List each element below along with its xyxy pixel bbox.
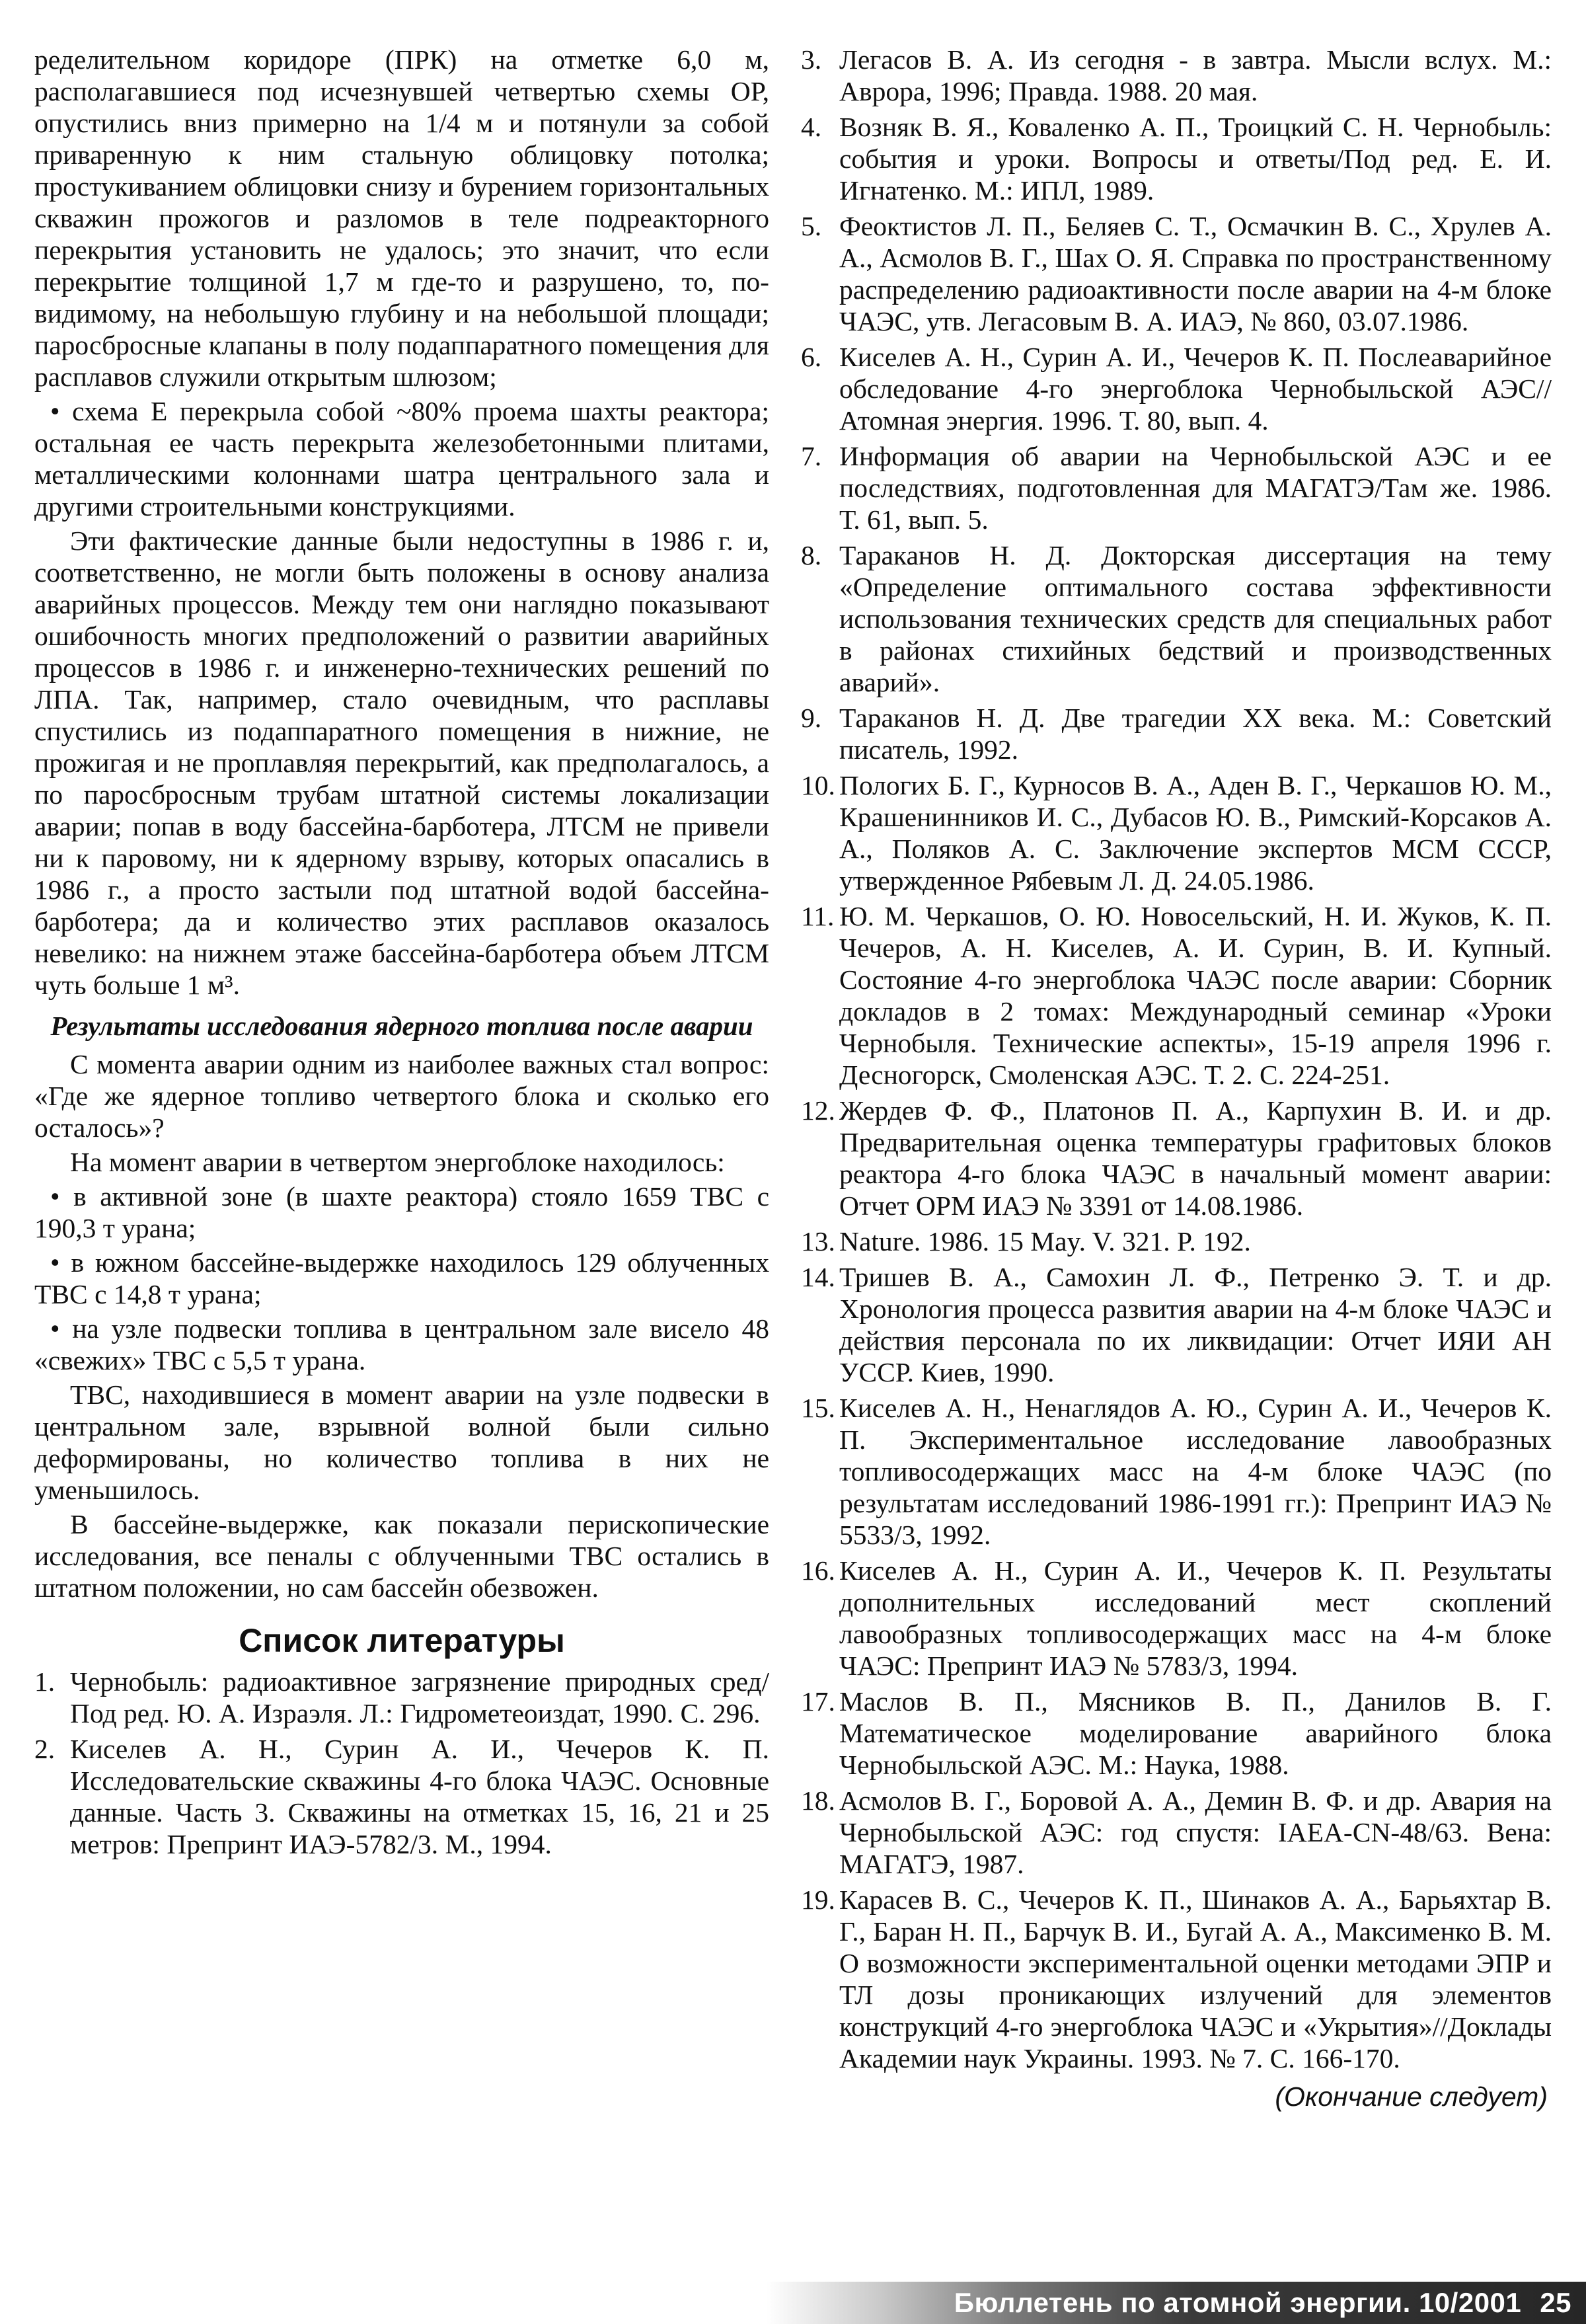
reference-text: Киселев А. Н., Сурин А. И., Чечеров К. П. Послеаварийное обследование 4-го энергоблока Чернобыльской АЭС//Атомная энергия. 1996. Т. 80, вып. 4. bbox=[839, 342, 1552, 436]
reference-number: 18. bbox=[801, 1785, 835, 1816]
reference-number: 5. bbox=[801, 211, 822, 241]
section-title: Результаты исследования ядерного топлива после аварии bbox=[50, 1011, 753, 1041]
reference-text: Тараканов Н. Д. Докторская диссертация на тему «Определение оптимального состава эффективности использования технических средств для специальных работ в районах стихийных бедствий и производственных аварий». bbox=[839, 540, 1552, 697]
reference-number: 3. bbox=[801, 44, 822, 75]
reference-item bbox=[801, 900, 1552, 1091]
reference-item bbox=[801, 111, 1552, 206]
left-column bbox=[34, 44, 769, 1864]
right-column bbox=[801, 44, 1552, 2112]
body-paragraph: В бассейне-выдержке, как показали перископические исследования, все пеналы с облученными ТВС остались в штатном положении, но сам бассейн обезвожен. bbox=[34, 1509, 769, 1603]
reference-item bbox=[34, 1733, 769, 1860]
reference-number: 8. bbox=[801, 540, 822, 570]
reference-item bbox=[801, 1884, 1552, 2074]
reference-item bbox=[801, 1095, 1552, 1221]
body-paragraph: На момент аварии в четвертом энергоблоке находилось: bbox=[70, 1147, 725, 1177]
reference-number: 10. bbox=[801, 770, 835, 800]
reference-number: 17. bbox=[801, 1686, 835, 1717]
reference-text: Тришев В. А., Самохин Л. Ф., Петренко Э. Т. и др. Хронология процесса развития аварии на 4-м блоке ЧАЭС и действия персонала по их ликвидации: Отчет ИЯИ АН УССР. Киев, 1990. bbox=[839, 1262, 1552, 1387]
reference-text: Ю. М. Черкашов, О. Ю. Новосельский, Н. И. Жуков, К. П. Чечеров, А. Н. Киселев, А. И. Сурин, В. И. Купный. Состояние 4-го энергоблока ЧАЭС после аварии: Сборник докладов в 2 томах: Международный семинар «Уроки Чернобыля. Технические аспекты», 15-19 апреля 1996 г. Десногорск, Смоленская АЭС. Т. 2. С. 224-251. bbox=[839, 901, 1552, 1090]
page-number: 25 bbox=[1540, 2287, 1571, 2318]
reference-number: 14. bbox=[801, 1262, 835, 1292]
reference-text: Жердев Ф. Ф., Платонов П. А., Карпухин В. И. и др. Предварительная оценка температуры графитовых блоков реактора 4-го блока ЧАЭС в начальный момент аварии: Отчет ОРМ ИАЭ № 3391 от 14.08.1986. bbox=[839, 1095, 1552, 1221]
reference-item bbox=[801, 769, 1552, 896]
reference-text: Чернобыль: радиоактивное загрязнение природных сред/Под ред. Ю. А. Израэля. Л.: Гидрометеоиздат, 1990. С. 296. bbox=[70, 1666, 769, 1728]
reference-item bbox=[801, 1392, 1552, 1551]
reference-item bbox=[34, 1666, 769, 1729]
reference-text: Тараканов Н. Д. Две трагедии XX века. М.: Советский писатель, 1992. bbox=[839, 703, 1552, 765]
reference-number: 9. bbox=[801, 703, 822, 733]
body-paragraph: ределительном коридоре (ПРК) на отметке 6,0 м, располагавшиеся под исчезнувшей четвертью схемы ОР, опустились вниз примерно на 1/4 м и потянули за собой приваренную к ним стальную облицовку потолка; простукиванием облицовки снизу и бурением горизонтальных скважин прожогов и разломов в теле подреакторного перекрытия установить не удалось; это значит, что если перекрытие толщиной 1,7 м где-то и разрушено, то, по-видимому, на небольшую глубину и на небольшой площади; паросбросные клапаны в полу подаппаратного помещения для расплавов служили открытым шлюзом; bbox=[34, 44, 769, 392]
reference-item bbox=[801, 440, 1552, 535]
reference-item bbox=[801, 44, 1552, 107]
reference-text: Возняк В. Я., Коваленко А. П., Троицкий С. Н. Чернобыль: события и уроки. Вопросы и ответы/Под ред. Е. И. Игнатенко. М.: ИПЛ, 1989. bbox=[839, 112, 1552, 206]
reference-text: Карасев В. С., Чечеров К. П., Шинаков А. А., Барьяхтар В. Г., Баран Н. П., Барчук В. И., Бугай А. А., Максименко В. М. О возможности экспериментальной оценки методами ЭПР и ТЛ дозы проникающих излучений для элементов конструкций 4-го энергоблока ЧАЭС и «Укрытия»//Доклады Академии наук Украины. 1993. № 7. С. 166-170. bbox=[839, 1884, 1552, 2073]
reference-number: 1. bbox=[34, 1666, 56, 1697]
bullet-paragraph: • в активной зоне (в шахте реактора) стояло 1659 ТВС с 190,3 т урана; bbox=[34, 1181, 769, 1243]
reference-text: Nature. 1986. 15 May. V. 321. P. 192. bbox=[839, 1226, 1251, 1257]
reference-number: 7. bbox=[801, 441, 822, 471]
reference-item bbox=[801, 210, 1552, 337]
reference-text: Асмолов В. Г., Боровой А. А., Демин В. Ф. и др. Авария на Чернобыльской АЭС: год спустя: IAEA-CN-48/63. Вена: МАГАТЭ, 1987. bbox=[839, 1785, 1552, 1879]
footer-bar bbox=[767, 2282, 1586, 2324]
reference-text: Информация об аварии на Чернобыльской АЭС и ее последствиях, подготовленная для МАГАТЭ/Там же. 1986. Т. 61, вып. 5. bbox=[839, 441, 1552, 535]
reference-number: 15. bbox=[801, 1393, 835, 1423]
reference-item bbox=[801, 702, 1552, 765]
reference-item bbox=[801, 1555, 1552, 1682]
reference-text: Киселев А. Н., Ненаглядов А. Ю., Сурин А. И., Чечеров К. П. Экспериментальное исследование лавообразных топливосодержащих масс на 4-м блоке ЧАЭС (по результатам исследований 1986-1991 гг.): Препринт ИАЭ № 5533/3, 1992. bbox=[839, 1393, 1552, 1550]
journal-title: Бюллетень по атомной энергии. 10/2001 bbox=[954, 2287, 1522, 2318]
reference-item bbox=[801, 539, 1552, 698]
bullet-paragraph: • на узле подвески топлива в центральном зале висело 48 «свежих» ТВС с 5,5 т урана. bbox=[34, 1313, 769, 1375]
reference-text: Киселев А. Н., Сурин А. И., Чечеров К. П. Результаты дополнительных исследований мест скоплений лавообразных топливосодержащих масс на 4-м блоке ЧАЭС: Препринт ИАЭ № 5783/3, 1994. bbox=[839, 1555, 1552, 1681]
reference-item bbox=[801, 1261, 1552, 1388]
bullet-paragraph: • в южном бассейне-выдержке находилось 129 облученных ТВС с 14,8 т урана; bbox=[34, 1247, 769, 1309]
reference-number: 2. bbox=[34, 1734, 56, 1764]
reference-number: 12. bbox=[801, 1095, 835, 1126]
reference-number: 16. bbox=[801, 1555, 835, 1586]
footer-text bbox=[954, 2287, 1571, 2319]
reference-item bbox=[801, 1785, 1552, 1880]
reference-item bbox=[801, 341, 1552, 436]
reference-number: 13. bbox=[801, 1226, 835, 1257]
reference-number: 6. bbox=[801, 342, 822, 372]
reference-text: Маслов В. П., Мясников В. П., Данилов В. Г. Математическое моделирование аварийного блока Чернобыльской АЭС. М.: Наука, 1988. bbox=[839, 1686, 1552, 1780]
reference-item bbox=[801, 1225, 1552, 1257]
reference-item bbox=[801, 1685, 1552, 1781]
reference-text: Легасов В. А. Из сегодня - в завтра. Мысли вслух. М.: Аврора, 1996; Правда. 1988. 20 мая. bbox=[839, 44, 1552, 106]
reference-text: Киселев А. Н., Сурин А. И., Чечеров К. П. Исследовательские скважины 4-го блока ЧАЭС. Основные данные. Часть 3. Скважины на отметках 15, 16, 21 и 25 метров: Препринт ИАЭ-5782/3. М., 1994. bbox=[70, 1734, 769, 1859]
reference-number: 11. bbox=[801, 901, 835, 931]
bullet-paragraph: • схема Е перекрыла собой ~80% проема шахты реактора; остальная ее часть перекрыта железобетонными плитами, металлическими колоннами шатра центрального зала и другими строительными конструкциями. bbox=[34, 396, 769, 522]
body-paragraph: ТВС, находившиеся в момент аварии на узле подвески в центральном зале, взрывной волной были сильно деформированы, но количество топлива в них не уменьшилось. bbox=[34, 1379, 769, 1505]
body-paragraph: С момента аварии одним из наиболее важных стал вопрос: «Где же ядерное топливо четвертого блока и сколько его осталось»? bbox=[34, 1049, 769, 1143]
reference-number: 19. bbox=[801, 1884, 835, 1915]
references-title: Список литературы bbox=[239, 1622, 565, 1659]
reference-number: 4. bbox=[801, 112, 822, 142]
reference-text: Пологих Б. Г., Курносов В. А., Аден В. Г., Черкашов Ю. М., Крашенинников И. С., Дубасов Ю. В., Римский-Корсаков А. А., Поляков А. С. Заключение экспертов МСМ СССР, утвержденное Рябевым Л. Д. 24.05.1986. bbox=[839, 770, 1552, 896]
continuation-note: (Окончание следует) bbox=[1275, 2081, 1548, 2112]
body-paragraph: Эти фактические данные были недоступны в 1986 г. и, соответственно, не могли быть положены в основу анализа аварийных процессов. Между тем они наглядно показывают ошибочность многих предположений о развитии аварийных процессов в 1986 г. и инженерно-технических решений по ЛПА. Так, например, стало очевидным, что расплавы спустились из подаппаратного помещения в нижние, не прожигая и не проплавляя перекрытий, как предполагалось, а по паросбросным трубам штатной системы локализации аварии; попав в воду бассейна-барботера, ЛТСМ не привели ни к паровому, ни к ядерному взрыву, которых опасались в 1986 г., а просто застыли под штатной водой бассейна-барботера; да и количество этих расплавов оказалось невелико: на нижнем этаже бассейна-барботера объем ЛТСМ чуть больше 1 м³. bbox=[34, 525, 769, 1000]
reference-text: Феоктистов Л. П., Беляев С. Т., Осмачкин В. С., Хрулев А. А., Асмолов В. Г., Шах О. Я. Справка по пространственному распределению радиоактивности после аварии на 4-м блоке ЧАЭС, утв. Легасовым В. А. ИАЭ, № 860, 03.07.1986. bbox=[839, 211, 1552, 336]
